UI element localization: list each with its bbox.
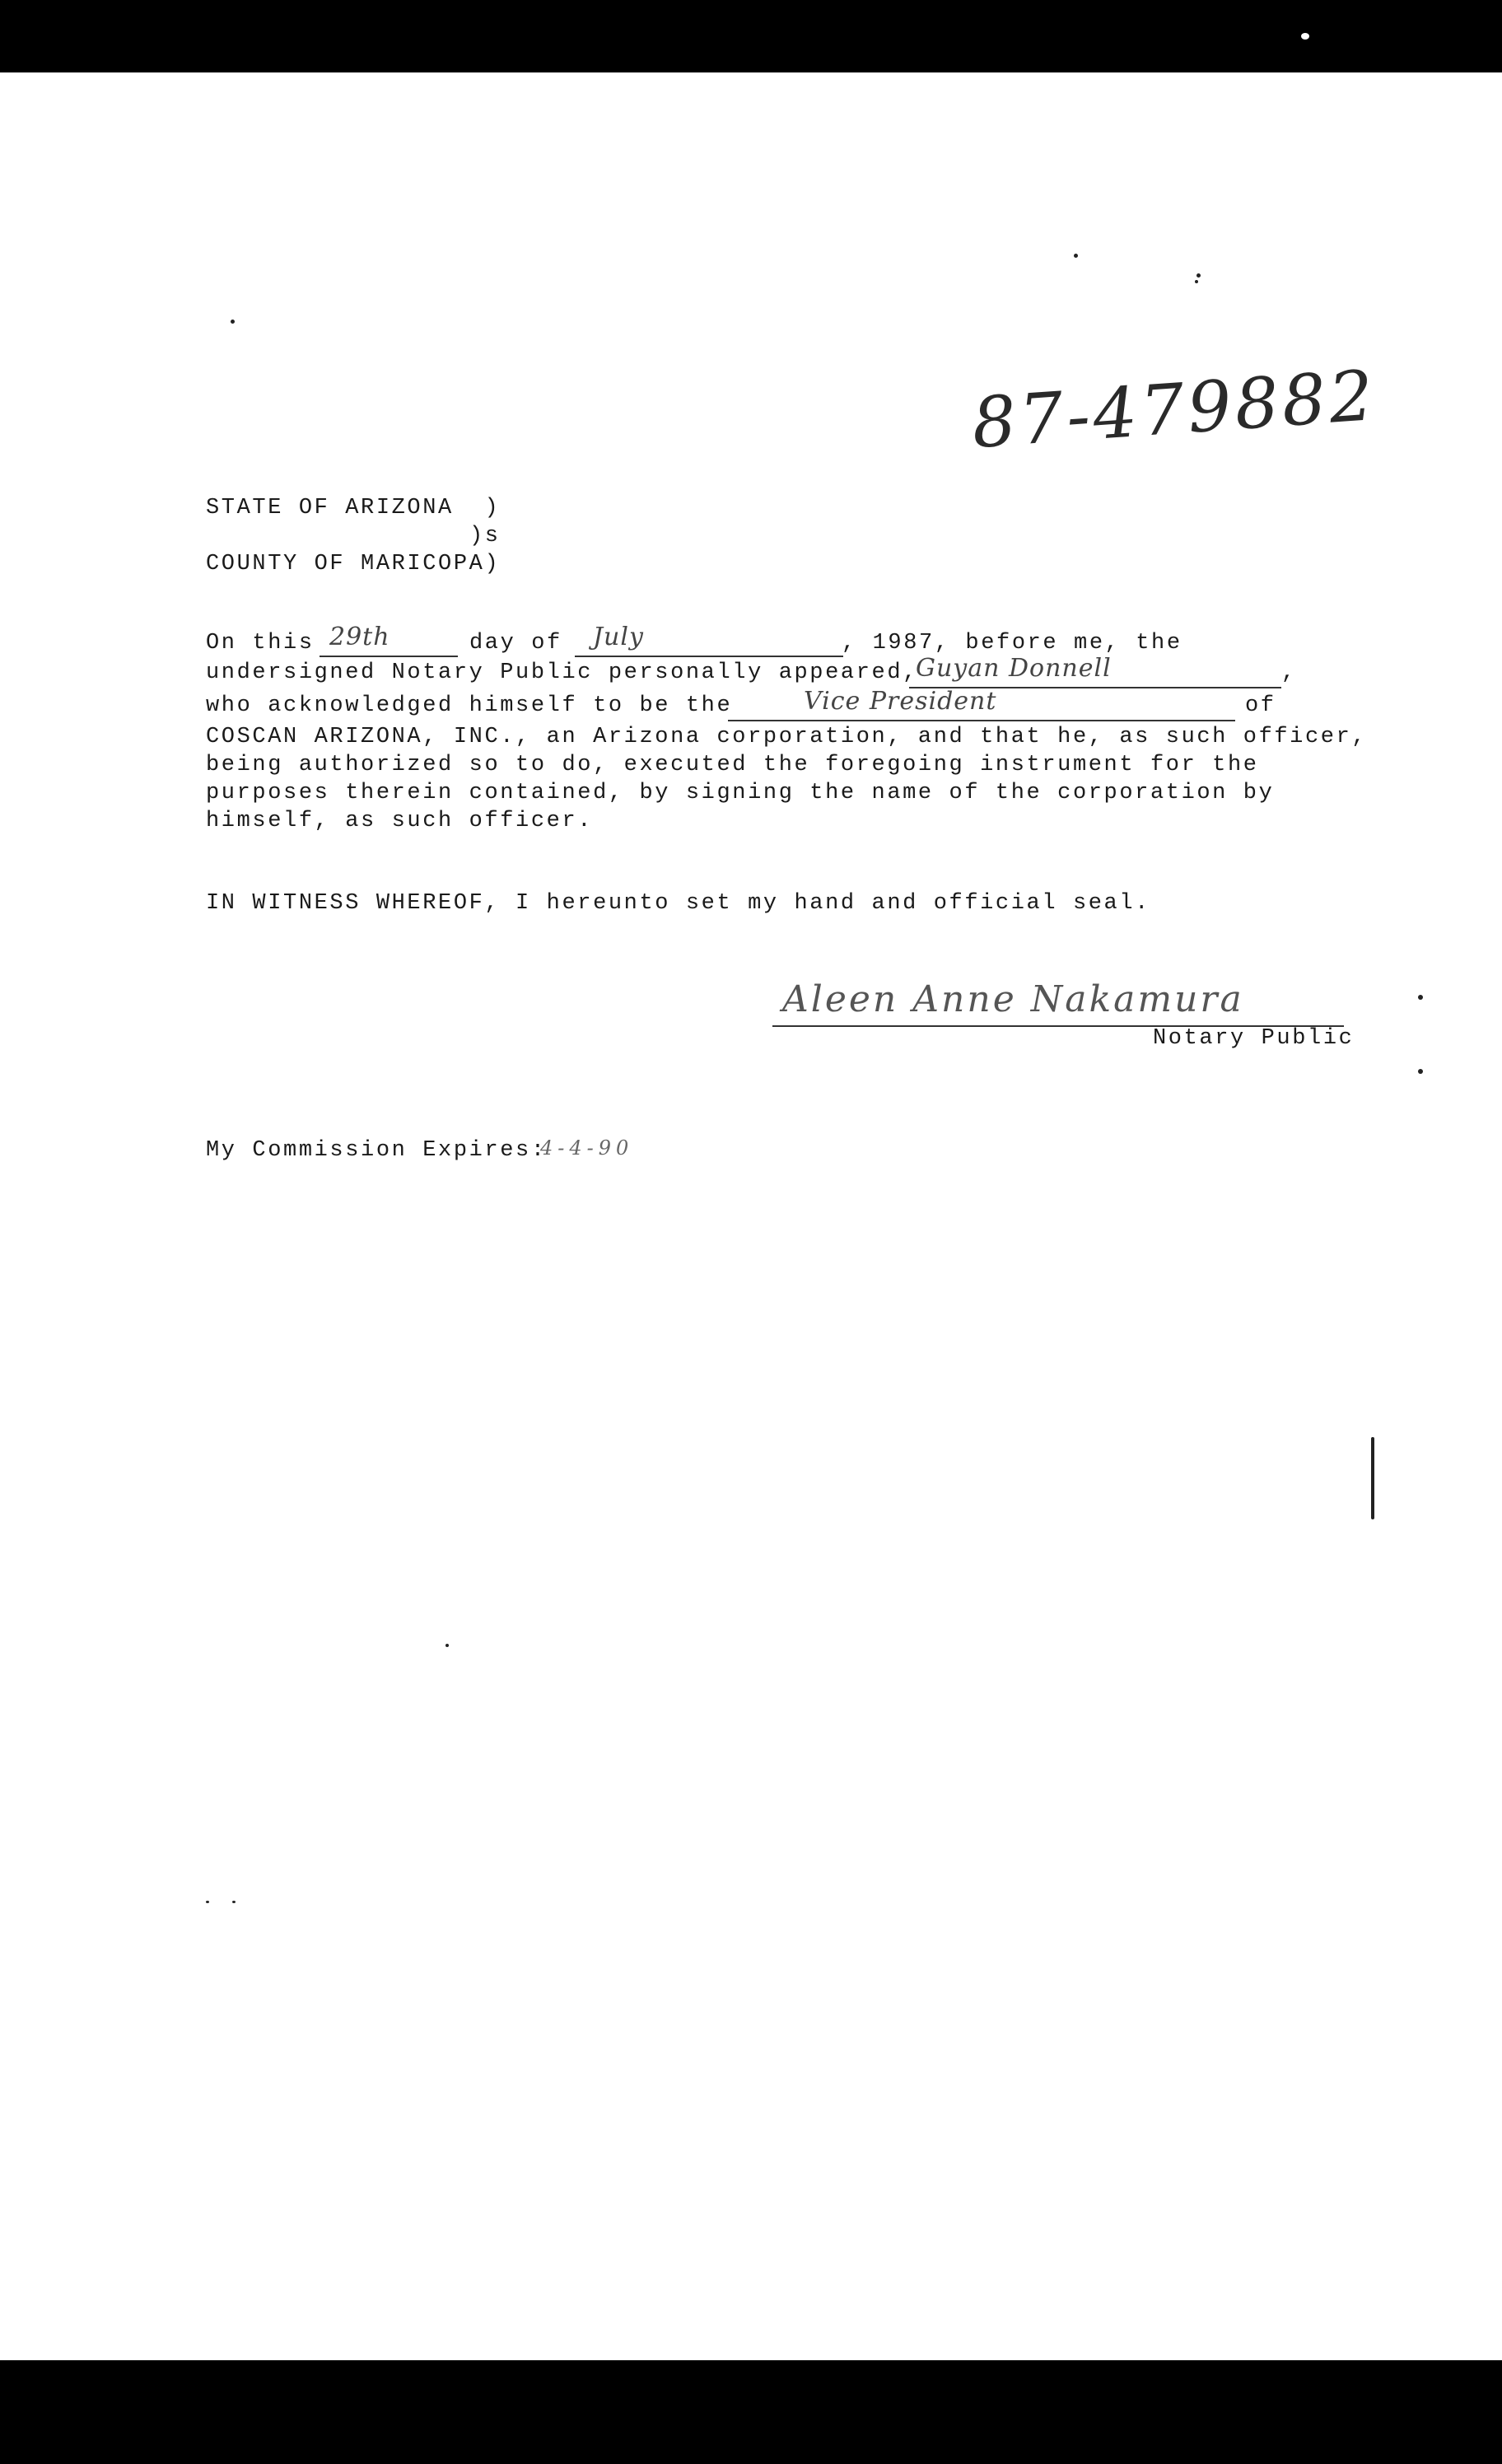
ack-line-4: COSCAN ARIZONA, INC., an Arizona corporation, and that he, as such officer, — [206, 725, 1368, 749]
day-value: 29th — [329, 623, 390, 651]
scan-speck — [445, 1644, 449, 1647]
ack-year-before: , 1987, before me, the — [842, 631, 1182, 656]
ack-line-3-end: of — [1245, 693, 1276, 718]
scan-speck — [1195, 280, 1198, 283]
ack-line-2: undersigned Notary Public personally appeared, — [206, 660, 918, 685]
month-value: July — [593, 623, 644, 651]
scan-speck — [231, 320, 235, 324]
appeared-name: Guyan Donnell — [916, 654, 1112, 683]
venue-state: STATE OF ARIZONA ) — [206, 496, 501, 520]
ack-day-of: day of — [469, 631, 562, 656]
scan-speck — [1418, 1069, 1423, 1074]
notary-title: Notary Public — [1153, 1026, 1355, 1051]
scan-speck — [1301, 33, 1309, 40]
scan-border-top — [0, 0, 1502, 72]
scan-mark — [1371, 1437, 1374, 1519]
ack-on-this: On this — [206, 631, 315, 656]
ack-line-3: who acknowledged himself to be the — [206, 693, 733, 718]
month-blank — [575, 656, 843, 657]
commission-value: 4-4-90 — [540, 1136, 634, 1160]
recording-number: 87-479882 — [969, 354, 1379, 464]
ack-line-2-end: , — [1281, 660, 1297, 685]
venue-ss: )s — [469, 524, 501, 548]
ack-line-7: himself, as such officer. — [206, 809, 594, 833]
witness-line: IN WITNESS WHEREOF, I hereunto set my hand and official seal. — [206, 891, 1150, 916]
scan-border-bottom — [0, 2360, 1502, 2464]
notary-signature: Aleen Anne Nakamura — [782, 978, 1244, 1020]
scan-speck — [1418, 995, 1423, 1000]
scan-speck — [1074, 254, 1078, 258]
scan-speck — [232, 1901, 236, 1903]
ack-line-5: being authorized so to do, executed the foregoing instrument for the — [206, 753, 1259, 777]
commission-label: My Commission Expires: — [206, 1138, 547, 1163]
title-blank — [728, 720, 1235, 721]
ack-line-6: purposes therein contained, by signing the name of the corporation by — [206, 781, 1275, 805]
scan-speck — [1196, 273, 1201, 278]
venue-county: COUNTY OF MARICOPA) — [206, 552, 501, 576]
scan-speck — [206, 1901, 209, 1903]
officer-title: Vice President — [804, 687, 997, 716]
day-blank — [320, 656, 458, 657]
